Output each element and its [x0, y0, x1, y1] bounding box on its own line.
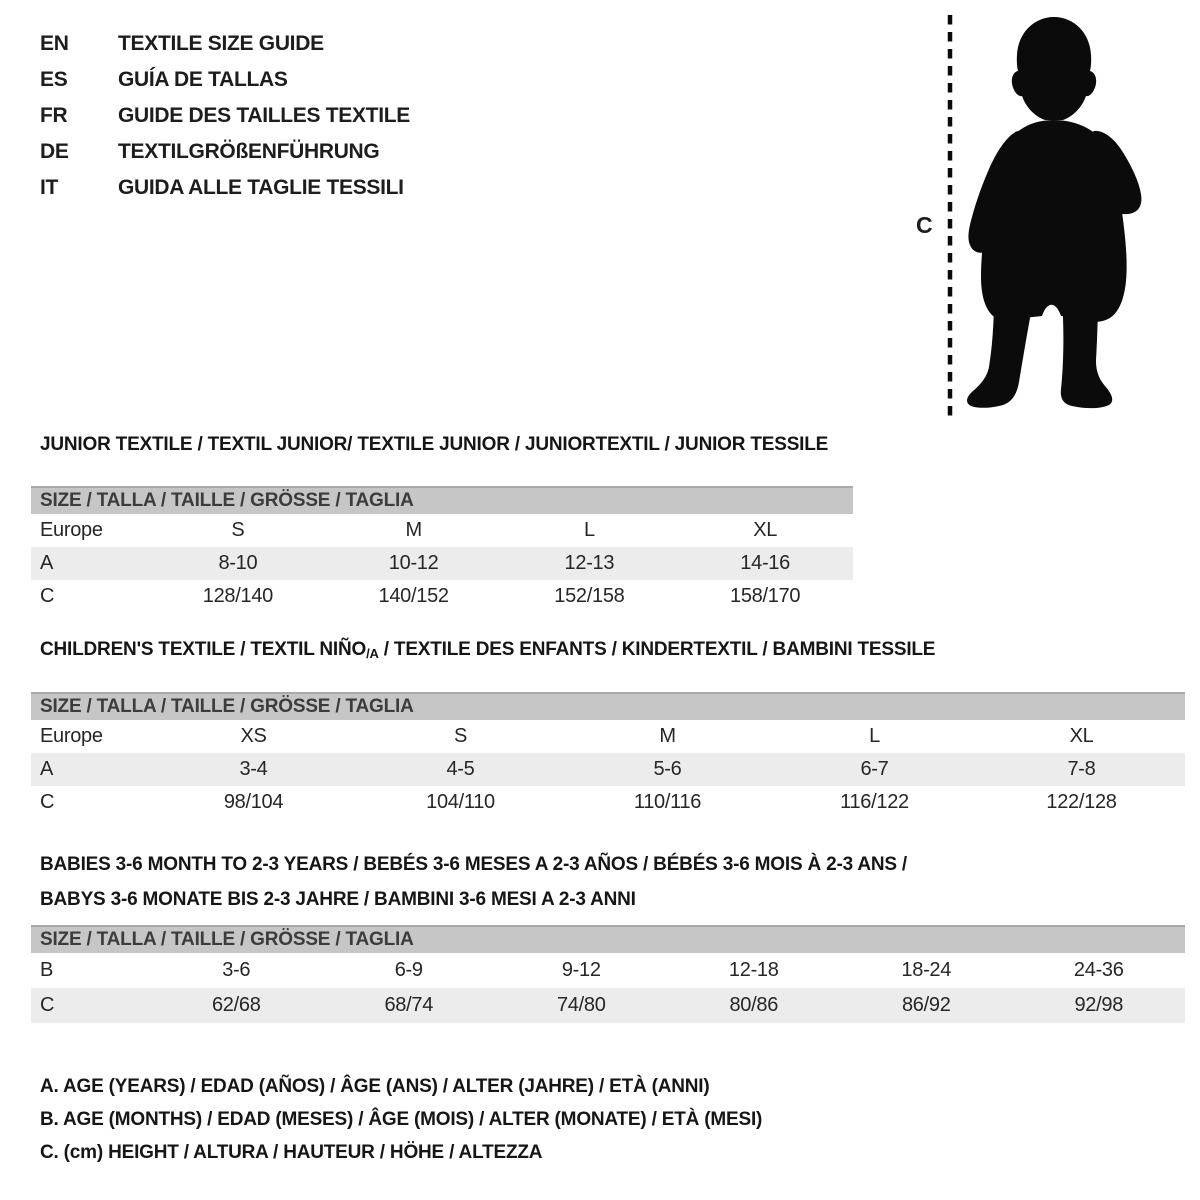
height-cell: 140/152	[378, 585, 449, 607]
row-label: C	[40, 994, 55, 1016]
babies-title-line2: BABYS 3-6 MONATE BIS 2-3 JAHRE / BAMBINI 3-6 MESI A 2-3 ANNI	[40, 889, 636, 910]
size-cell: XL	[1069, 725, 1094, 747]
size-cell: M	[405, 519, 422, 541]
height-cell: 110/116	[633, 791, 702, 813]
row-label: C	[40, 585, 55, 607]
table-row-height	[31, 988, 1185, 1023]
row-label: Europe	[40, 519, 103, 541]
age-months-cell: 6-9	[394, 959, 423, 981]
language-row	[40, 134, 410, 170]
age-cell: 14-16	[740, 552, 790, 574]
table-row-europe	[31, 514, 853, 547]
age-cell: 12-13	[564, 552, 615, 574]
age-cell: 5-6	[653, 758, 682, 780]
age-months-cell: 18-24	[901, 959, 952, 981]
size-header-band: SIZE / TALLA / TAILLE / GRÖSSE / TAGLIA	[31, 486, 853, 514]
size-cell: S	[453, 725, 468, 747]
language-row	[40, 98, 410, 134]
babies-title-line1: BABIES 3-6 MONTH TO 2-3 YEARS / BEBÉS 3-6 MESES A 2-3 AÑOS / BÉBÉS 3-6 MOIS À 2-3 ANS /	[40, 854, 908, 875]
children-section-title	[40, 639, 935, 661]
children-title-part1: CHILDREN'S TEXTILE / TEXTIL NIÑO	[40, 639, 367, 660]
height-cell: 152/158	[554, 585, 625, 607]
height-cell: 92/98	[1074, 994, 1124, 1016]
table-row-height	[31, 580, 853, 613]
row-label: A	[40, 758, 54, 780]
language-label: GUIDE DES TAILLES TEXTILE	[118, 104, 410, 127]
size-cell: S	[231, 519, 245, 541]
children-title-subscript: /A	[366, 646, 379, 661]
age-cell: 6-7	[860, 758, 889, 780]
language-code: DE	[40, 140, 69, 163]
table-row-age-months	[31, 953, 1185, 988]
size-cell: M	[659, 725, 676, 747]
toddler-silhouette-figure	[900, 8, 1192, 422]
legend-line-c: C. (cm) HEIGHT / ALTURA / HAUTEUR / HÖHE / ALTEZZA	[40, 1142, 543, 1163]
language-title-block	[40, 26, 410, 206]
row-label: Europe	[40, 725, 103, 747]
language-code: ES	[40, 68, 68, 91]
age-months-cell: 9-12	[561, 959, 601, 981]
age-cell: 4-5	[446, 758, 475, 780]
size-cell: XS	[240, 725, 267, 747]
age-cell: 3-4	[239, 758, 268, 780]
legend-line-a: A. AGE (YEARS) / EDAD (AÑOS) / ÂGE (ANS) / ALTER (JAHRE) / ETÀ (ANNI)	[40, 1076, 710, 1097]
size-cell: XL	[753, 519, 778, 541]
children-title-part2: / TEXTILE DES ENFANTS / KINDERTEXTIL / BAMBINI TESSILE	[378, 639, 936, 660]
junior-size-table	[31, 486, 853, 613]
toddler-silhouette	[967, 17, 1141, 408]
junior-section-title: JUNIOR TEXTILE / TEXTIL JUNIOR/ TEXTILE JUNIOR / JUNIORTEXTIL / JUNIOR TESSILE	[40, 434, 829, 455]
size-header-band: SIZE / TALLA / TAILLE / GRÖSSE / TAGLIA	[31, 692, 1185, 720]
language-row	[40, 62, 410, 98]
toddler-silhouette-icon	[900, 8, 1192, 422]
language-code: IT	[40, 176, 59, 199]
table-row-europe	[31, 720, 1185, 753]
row-label: C	[40, 791, 55, 813]
row-label: A	[40, 552, 54, 574]
table-row-height	[31, 786, 1185, 819]
size-header-band: SIZE / TALLA / TAILLE / GRÖSSE / TAGLIA	[31, 925, 1185, 953]
age-cell: 8-10	[218, 552, 258, 574]
children-size-table	[31, 692, 1185, 819]
height-cell: 104/110	[426, 791, 495, 813]
height-cell: 116/122	[840, 791, 909, 813]
height-cell: 68/74	[384, 994, 434, 1016]
height-cell: 122/128	[1046, 791, 1117, 813]
height-cell: 98/104	[223, 791, 284, 813]
table-row-age	[31, 547, 853, 580]
age-months-cell: 24-36	[1073, 959, 1124, 981]
table-row-age	[31, 753, 1185, 786]
language-label: GUÍA DE TALLAS	[118, 68, 288, 91]
babies-section-title	[40, 847, 907, 917]
age-months-cell: 3-6	[222, 959, 251, 981]
babies-size-table	[31, 925, 1185, 1023]
language-label: GUIDA ALLE TAGLIE TESSILI	[118, 176, 404, 199]
height-cell: 158/170	[730, 585, 801, 607]
height-cell: 128/140	[202, 585, 273, 607]
legend-line-b: B. AGE (MONTHS) / EDAD (MESES) / ÂGE (MOIS) / ALTER (MONATE) / ETÀ (MESI)	[40, 1109, 763, 1130]
height-cell: 86/92	[901, 994, 951, 1016]
size-cell: L	[583, 519, 595, 541]
language-label: TEXTILE SIZE GUIDE	[118, 32, 324, 55]
age-cell: 10-12	[388, 552, 439, 574]
height-cell: 62/68	[211, 994, 261, 1016]
age-months-cell: 12-18	[728, 959, 779, 981]
language-row	[40, 26, 410, 62]
height-cell: 80/86	[729, 994, 779, 1016]
language-row	[40, 170, 410, 206]
language-code: EN	[40, 32, 69, 55]
language-code: FR	[40, 104, 68, 127]
size-cell: L	[869, 725, 880, 747]
language-label: TEXTILGRÖßENFÜHRUNG	[118, 140, 380, 163]
age-cell: 7-8	[1067, 758, 1096, 780]
height-cell: 74/80	[556, 994, 606, 1016]
measure-legend	[40, 1070, 762, 1169]
row-label: B	[40, 959, 54, 981]
measure-label-c: C	[916, 212, 933, 238]
